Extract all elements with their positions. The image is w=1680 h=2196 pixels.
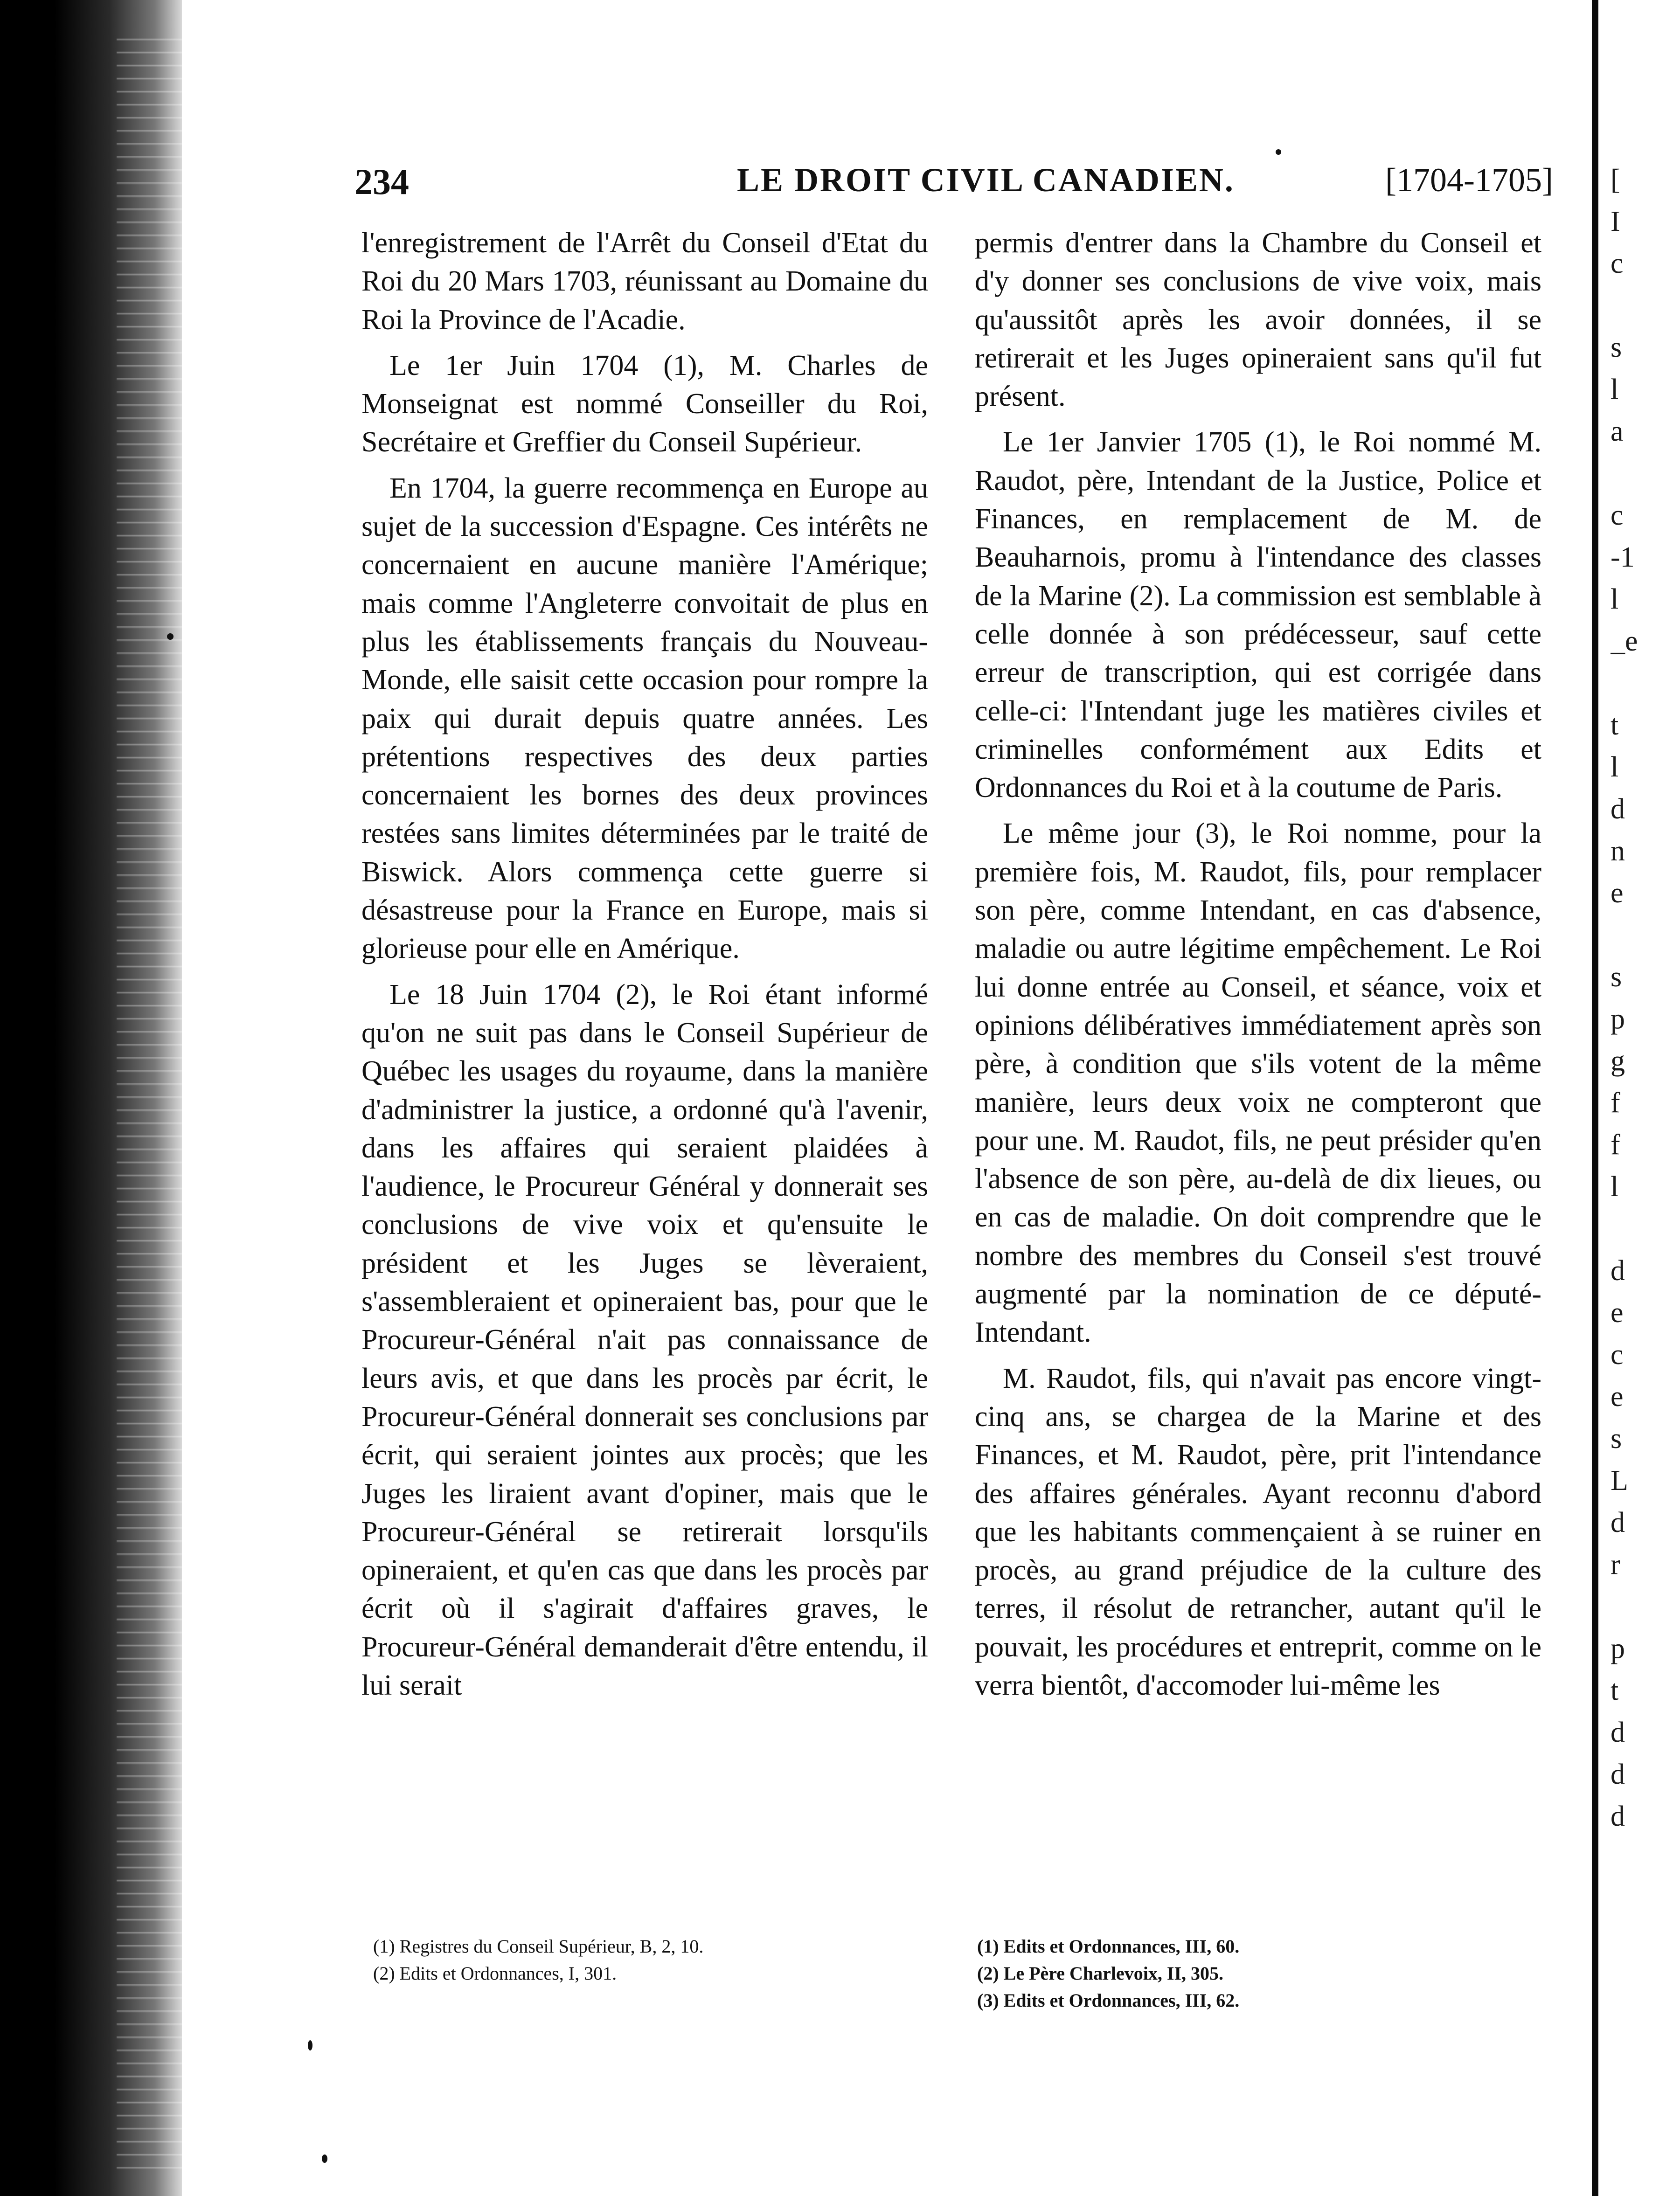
adjacent-fragment: d xyxy=(1611,1717,1625,1748)
adjacent-fragment: l xyxy=(1611,1171,1619,1203)
paragraph: Le 18 Juin 1704 (2), le Roi étant informé qu'on ne suit pas dans le Conseil Supérieur de Québec les usages du royaume, dans la manière d'administrer la justice, a ordonné qu'à l'avenir, dans les affaires qui seraient plaidées à l'audience, le Procureur Général y donnerait ses conclusions de vive voix et qu'ensuite le président et les Juges se lèveraient, s'assembleraient et opineraient bas, pour que le Procureur-Général n'ait pas connaissance de leurs avis, et que dans les procès par écrit, le Procureur-Général donnerait ses conclusions par écrit, qui seraient jointes aux procès; que les Juges les liraient avant d'opiner, mais que le Procureur-Général se retirerait lorsqu'ils opineraient, et qu'en cas que dans les procès par écrit où il s'agirait d'affaires graves, le Procureur-Général demanderait d'être entendu, il lui serait xyxy=(361,978,928,1701)
binding-texture xyxy=(117,28,182,2173)
adjacent-fragment xyxy=(1611,452,1676,494)
adjacent-fragment: t xyxy=(1611,1675,1619,1706)
right-text-column xyxy=(975,224,1541,1712)
left-text-column xyxy=(361,224,928,1712)
scan-speck xyxy=(167,633,174,640)
adjacent-fragment: d xyxy=(1611,793,1625,825)
page-number: 234 xyxy=(354,161,409,202)
footnote: (3) Edits et Ordonnances, III, 62. xyxy=(977,1990,1240,2011)
page-header xyxy=(354,161,1553,212)
adjacent-page-fragments xyxy=(1611,159,1676,1837)
adjacent-fragment: p xyxy=(1611,1633,1625,1664)
adjacent-fragment: e xyxy=(1611,1381,1624,1413)
adjacent-fragment: l xyxy=(1611,374,1619,405)
footnotes-left xyxy=(373,1933,933,1987)
adjacent-fragment: [ xyxy=(1611,164,1620,195)
adjacent-fragment: p xyxy=(1611,1003,1625,1035)
paragraph: En 1704, la guerre recommença en Europe au sujet de la succession d'Espagne. Ces intérêts ne concernaient en aucune manière l'Amérique; mais comme l'Angleterre convoitait de plus en plus les établissements français du Nouveau-Monde, elle saisit cette occasion pour rompre la paix qui durait depuis quatre années. Les prétentions respectives des deux parties concernaient les bornes des deux provinces restées sans limites déterminées par le traité de Biswick. Alors commença cette guerre si désastreuse pour la France en Europe, mais si glorieuse pour elle en Amérique. xyxy=(361,472,928,965)
adjacent-fragment: -1 xyxy=(1611,541,1635,573)
adjacent-fragment: d xyxy=(1611,1759,1625,1790)
paragraph: permis d'entrer dans la Chambre du Conseil et d'y donner ses conclusions de vive voix, mais qu'aussitôt après les avoir données, il se retirerait et les Juges opineraient sans qu'il fut présent. xyxy=(975,227,1541,413)
adjacent-fragment: c xyxy=(1611,248,1624,279)
footnotes-right xyxy=(977,1933,1537,2014)
adjacent-fragment: d xyxy=(1611,1507,1625,1538)
footnote: (2) Edits et Ordonnances, I, 301. xyxy=(373,1963,617,1984)
adjacent-fragment: d xyxy=(1611,1801,1625,1832)
adjacent-fragment: I xyxy=(1611,206,1620,237)
adjacent-page-edge xyxy=(1592,0,1680,2196)
adjacent-fragment xyxy=(1611,284,1676,326)
adjacent-fragment: s xyxy=(1611,332,1622,363)
adjacent-fragment: c xyxy=(1611,1339,1624,1371)
paragraph: l'enregistrement de l'Arrêt du Conseil d'Etat du Roi du 20 Mars 1703, réunissant au Domaine du Roi la Province de l'Acadie. xyxy=(361,227,928,336)
running-title: LE DROIT CIVIL CANADIEN. xyxy=(737,161,1235,199)
adjacent-fragment: l xyxy=(1611,583,1619,615)
adjacent-fragment: a xyxy=(1611,416,1624,447)
adjacent-fragment: f xyxy=(1611,1129,1620,1161)
scan-speck xyxy=(308,2040,312,2051)
scan-speck xyxy=(322,2154,327,2163)
date-range: [1704-1705] xyxy=(1385,161,1553,199)
scan-speck xyxy=(1276,149,1281,155)
adjacent-fragment: f xyxy=(1611,1087,1620,1119)
paragraph: Le 1er Juin 1704 (1), M. Charles de Monseignat est nommé Conseiller du Roi, Secrétaire et Greffier du Conseil Supérieur. xyxy=(361,349,928,458)
adjacent-fragment: c xyxy=(1611,499,1624,531)
footnote: (2) Le Père Charlevoix, II, 305. xyxy=(977,1963,1224,1984)
adjacent-fragment: t xyxy=(1611,709,1619,741)
adjacent-fragment xyxy=(1611,914,1676,956)
adjacent-fragment: L xyxy=(1611,1465,1628,1496)
adjacent-fragment: g xyxy=(1611,1045,1625,1077)
adjacent-fragment: e xyxy=(1611,1297,1624,1329)
adjacent-fragment: e xyxy=(1611,877,1624,909)
adjacent-fragment: l xyxy=(1611,751,1619,783)
paragraph: M. Raudot, fils, qui n'avait pas encore vingt-cinq ans, se chargea de la Marine et des Finances, et M. Raudot, père, prit l'intendance des affaires générales. Ayant reconnu d'abord que les habitants commençaient à se ruiner en procès, au grand préjudice de la culture des terres, il résolut de retrancher, autant qu'il le pouvait, les procédures et entreprit, comme on le verra bientôt, d'accomoder lui-même les xyxy=(975,1362,1541,1701)
adjacent-fragment xyxy=(1611,1208,1676,1250)
adjacent-fragment: n xyxy=(1611,835,1625,867)
adjacent-fragment xyxy=(1611,1586,1676,1628)
paragraph: Le 1er Janvier 1705 (1), le Roi nommé M. Raudot, père, Intendant de la Justice, Police et Finances, en remplacement de M. de Beauharnois, promu à l'intendance des classes de la Marine (2). La commission est semblable à celle donnée à son prédécesseur, sauf cette erreur de transcription, qui est corrigée dans celle-ci: l'Intendant juge les matières civiles et criminelles conformément aux Edits et Ordonnances du Roi et à la coutume de Paris. xyxy=(975,426,1541,804)
footnote: (1) Registres du Conseil Supérieur, B, 2, 10. xyxy=(373,1936,704,1957)
footnote: (1) Edits et Ordonnances, III, 60. xyxy=(977,1936,1240,1957)
adjacent-fragment: s xyxy=(1611,1423,1622,1455)
adjacent-fragment: r xyxy=(1611,1549,1620,1580)
adjacent-fragment xyxy=(1611,662,1676,704)
paragraph: Le même jour (3), le Roi nomme, pour la première fois, M. Raudot, fils, pour remplacer son père, comme Intendant, en cas d'absence, maladie ou autre légitime empêchement. Le Roi lui donne entrée au Conseil, et séance, voix et opinions délibératives immédiatement après son père, à condition que s'ils votent de la même manière, leurs deux voix ne compteront que pour une. M. Raudot, fils, ne peut présider qu'en l'absence de son père, au-delà de dix lieues, ou en cas de maladie. On doit comprendre que le nombre des membres du Conseil s'est trouvé augmenté par la nomination de ce député-Intendant. xyxy=(975,817,1541,1349)
adjacent-fragment: s xyxy=(1611,961,1622,993)
adjacent-fragment: d xyxy=(1611,1255,1625,1287)
adjacent-fragment: _e xyxy=(1611,625,1638,657)
